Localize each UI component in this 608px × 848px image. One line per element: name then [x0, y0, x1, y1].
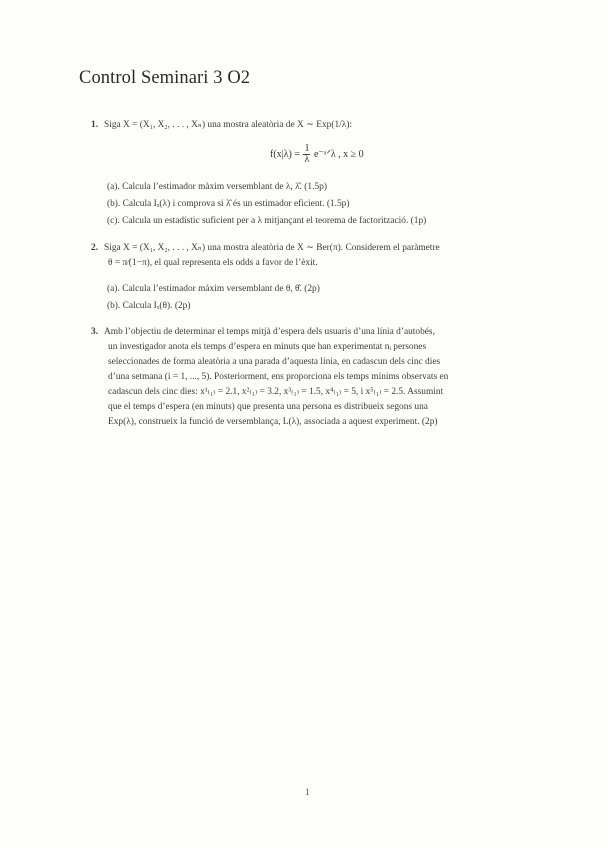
q2-part-a: (a). Calcula l’estimador màxim versemblant de θ, θ̂. (2p) [107, 284, 320, 294]
q1-number: 1. [91, 120, 99, 130]
q3-line-1 [91, 325, 435, 340]
q3-line-3: seleccionades de forma aleatòria a una parada d’aquesta línia, en cadascun dels cinc dies [108, 357, 441, 367]
q1-part-a: (a). Calcula l’estimador màxim versemblant de λ, λ̂. (1.5p) [107, 182, 327, 192]
q3-line-4: d’una setmana (i = 1, ..., 5). Posteriorment, ens proporciona els temps mínims observats en [108, 372, 449, 382]
q1-formula-denominator: λ [304, 154, 310, 165]
q2-intro-line-1 [91, 241, 440, 256]
q1-part-c: (c). Calcula un estadístic suficient per a λ mitjançant el teorema de factorització. (1p) [107, 216, 427, 226]
q1-intro: Siga X = (X₁, X₂, . . . , Xₙ) una mostra aleatòria de X ∼ Exp(1/λ): [104, 120, 353, 130]
q1-formula-right: e⁻ˣᐟλ , x ≥ 0 [313, 148, 364, 160]
q2-number: 2. [91, 243, 99, 253]
q1-part-b: (b). Calcula Iₓ(λ) i comprova si λ̂ és un estimador eficient. (1.5p) [107, 199, 350, 209]
q3-number: 3. [91, 327, 99, 337]
q2-intro-1: Siga X = (X₁, X₂, . . . , Xₙ) una mostra aleatòria de X ∼ Ber(π). Considerem el paràmetre [104, 243, 440, 253]
q3-line-5: cadascun dels cinc dies: x¹₍₁₎ = 2.1, x²₍₁₎ = 3.2, x³₍₁₎ = 1.5, x⁴₍₁₎ = 5, i x⁵₍₁₎ = 2.5. Assumint [108, 387, 444, 397]
q2-part-b: (b). Calcula Iₓ(θ). (2p) [107, 301, 191, 311]
q3-text-1: Amb l’objectiu de determinar el temps mitjà d’espera dels usuaris d’una línia d’autobés, [104, 327, 435, 337]
q1-formula-numerator: 1 [304, 143, 310, 154]
q1-intro-line [91, 118, 352, 133]
q1-formula [270, 144, 364, 165]
page-number: 1 [305, 787, 310, 797]
q3-line-7: Exp(λ), construeix la funció de versemblança, L(λ), associada a aquest experiment. (2p) [108, 417, 438, 427]
q2-intro-line-2: θ = π⁄(1−π), el qual representa els odds a favor de l’èxit. [108, 258, 318, 268]
q1-formula-left: f(x|λ) = [270, 148, 300, 160]
q1-formula-fraction [303, 144, 310, 165]
q3-line-2: un investigador anota els temps d’espera en minuts que han experimentat nᵢ persones [108, 342, 427, 352]
q3-line-6: que el temps d’espera (en minuts) que presenta una persona es distribueix segons una [108, 402, 428, 412]
page-title: Control Seminari 3 O2 [79, 68, 251, 88]
